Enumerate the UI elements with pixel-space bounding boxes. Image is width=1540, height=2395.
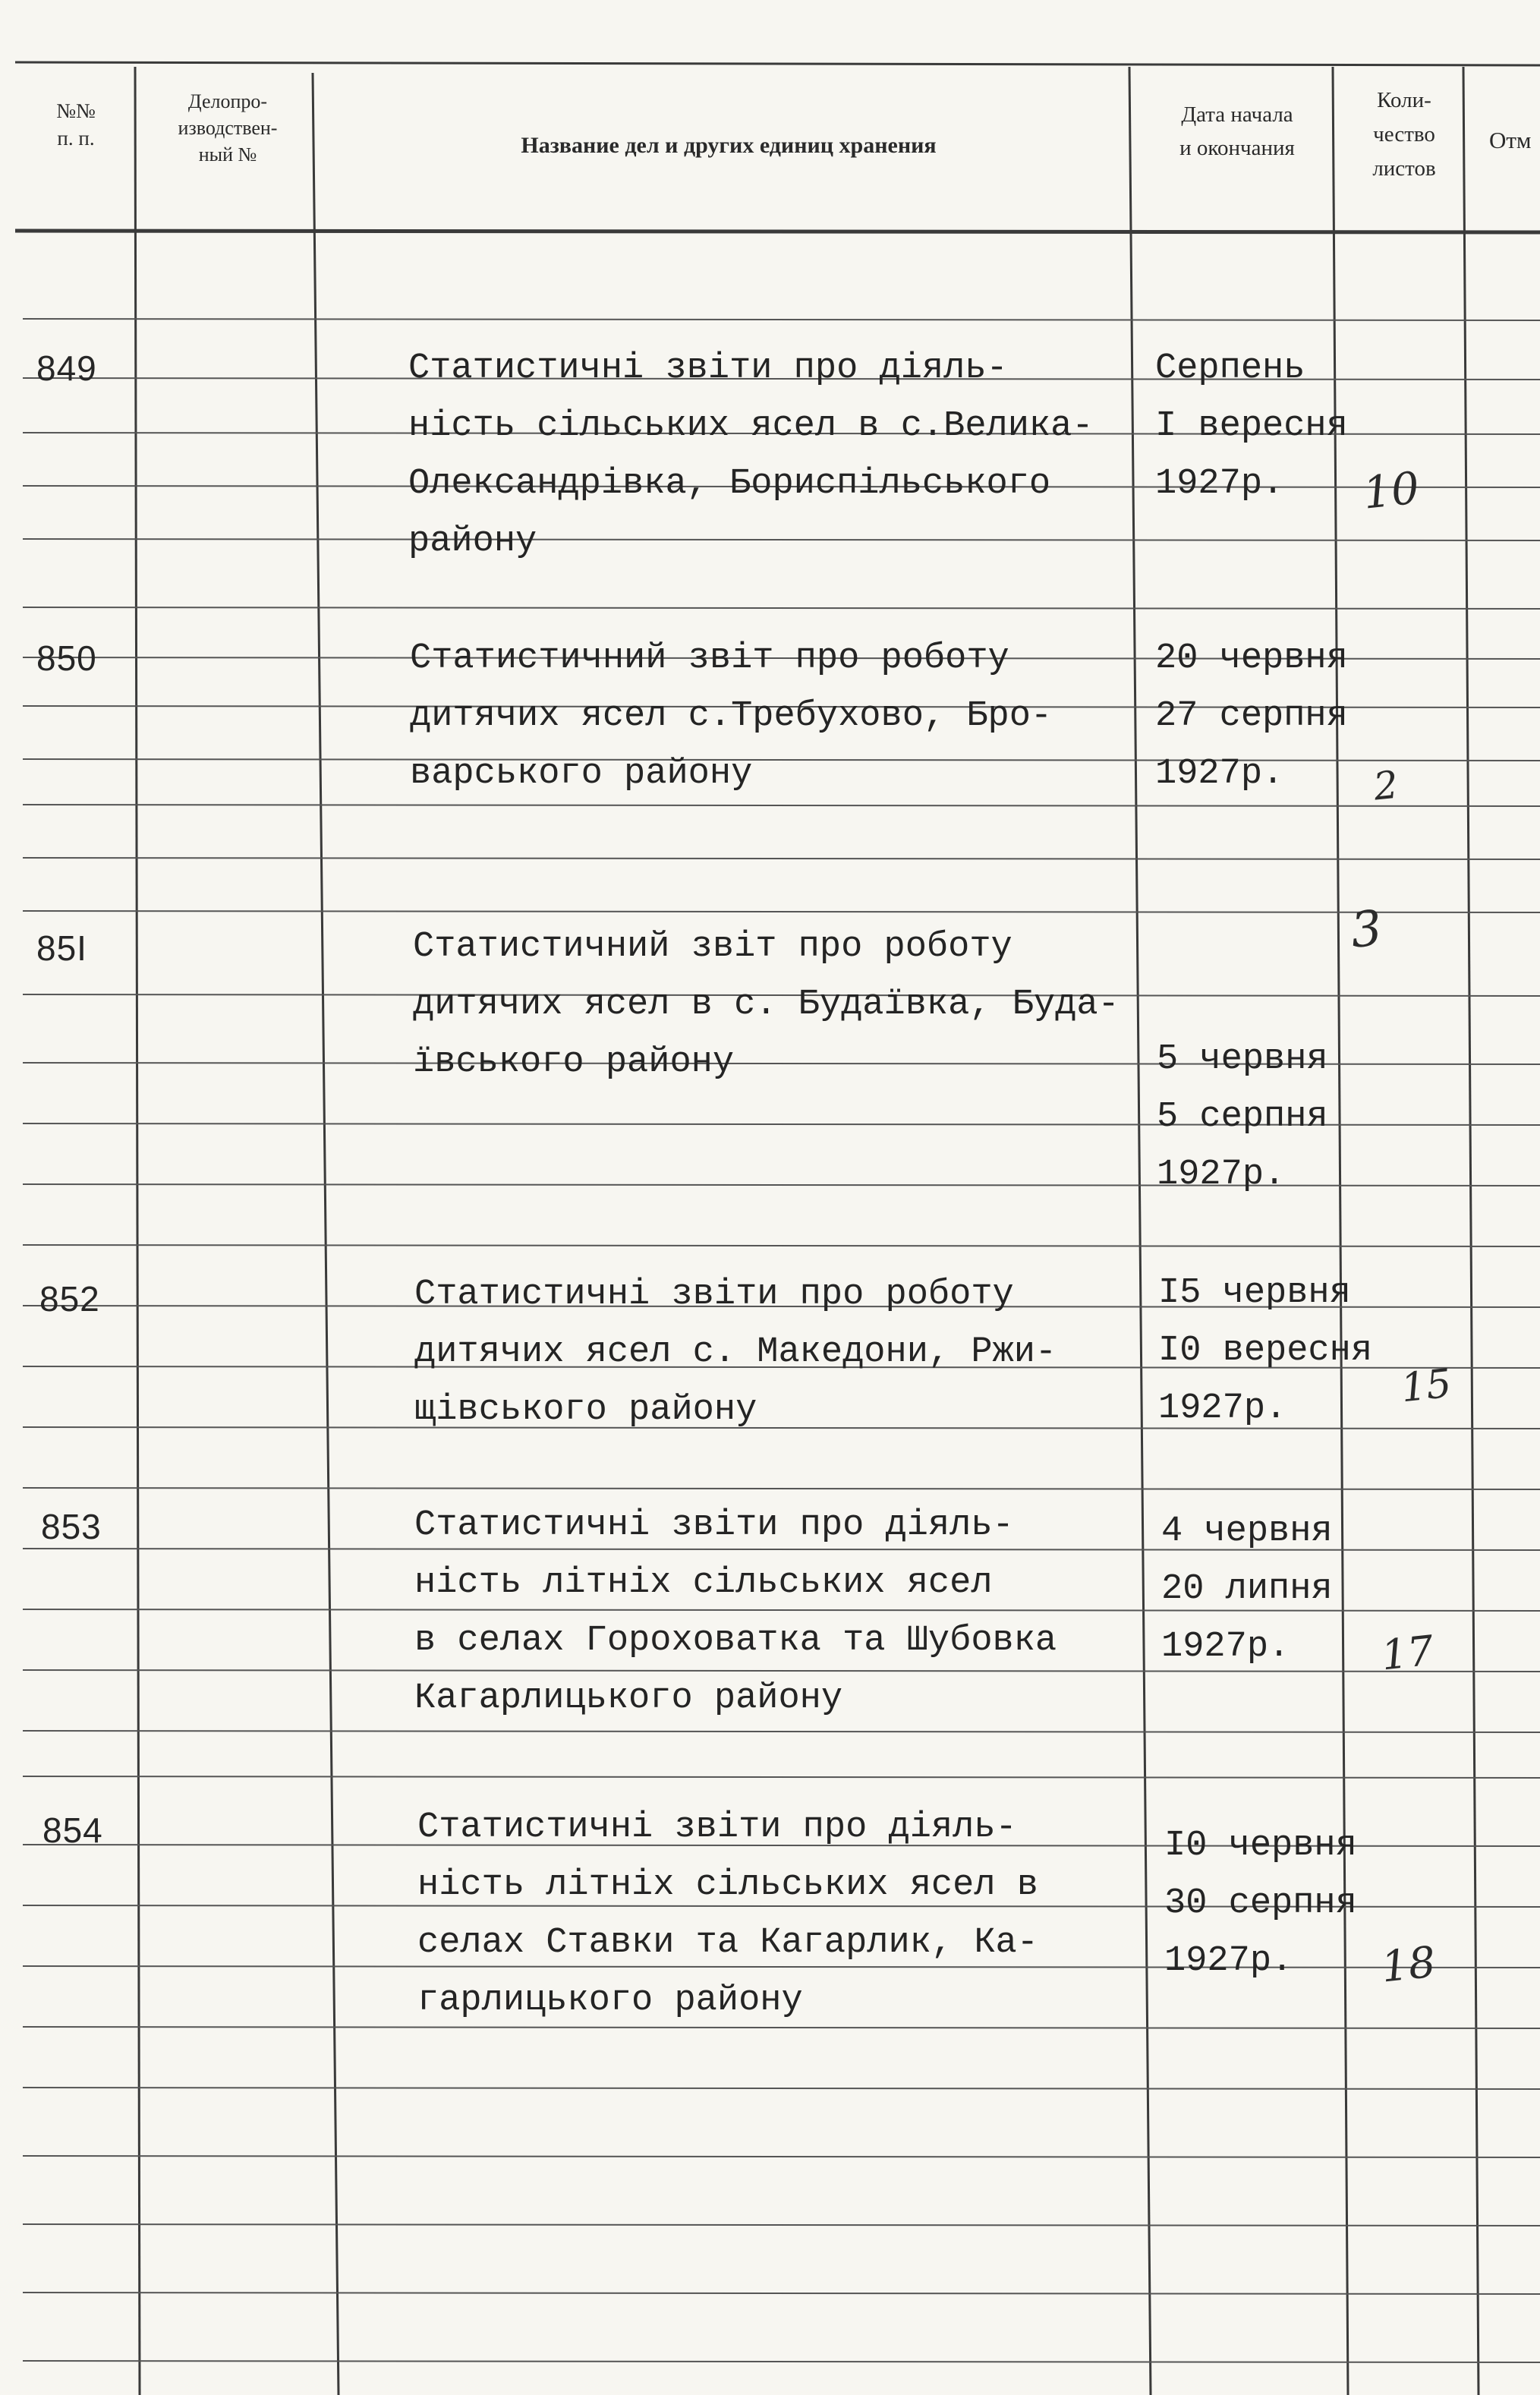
entry-number: 852 [39, 1279, 100, 1319]
entry-date-line: 4 червня [1161, 1511, 1333, 1552]
entry-title-line: Статистичні звіти про роботу [414, 1275, 1014, 1315]
entry-dates [1164, 1817, 1357, 1990]
entry-title [414, 1266, 1057, 1439]
entry-date-line: I0 вересня [1158, 1331, 1373, 1371]
header-top-rule [15, 62, 1540, 65]
header-office-number [144, 88, 311, 168]
entry-sheets: 2 [1372, 762, 1400, 809]
entry-date-line: 1927р. [1161, 1627, 1290, 1667]
header-sheets-line-1: Коли- [1377, 88, 1431, 112]
entry-title-line: Статистичний звіт про роботу [410, 638, 1009, 679]
entry-title-line: в селах Гороховатка та Шубовка [414, 1621, 1057, 1661]
entry-date-line: 1927р. [1158, 1388, 1287, 1429]
col-sep-2 [313, 73, 339, 2395]
header-sheets [1343, 84, 1465, 186]
entry-title-line: дитячих ясел с.Требухово, Бро- [410, 696, 1053, 736]
header-office-line-2: изводствен- [178, 117, 278, 140]
entry-date-line: 1927р. [1157, 1155, 1286, 1195]
entry-title-line: Статистичні звіти про діяль- [414, 1505, 1014, 1546]
entry-title-line: ївського району [413, 1042, 735, 1082]
entry-date-line: 20 червня [1155, 638, 1348, 679]
header-sheets-line-3: листов [1372, 156, 1436, 181]
entry-date-line: 27 серпня [1155, 696, 1348, 736]
entry-title-line: Статистичний звіт про роботу [413, 927, 1012, 967]
entry-title-line: Олександрівка, Бориспільського [408, 464, 1051, 504]
col-sep-5 [1463, 67, 1479, 2395]
header-title [334, 131, 1123, 162]
entry-title [414, 1497, 1057, 1728]
entry-sheets: 10 [1360, 462, 1422, 519]
entry-title-line: Статистичні звіти про діяль- [408, 348, 1008, 389]
entry-title-line: дитячих ясел с. Македони, Ржи- [414, 1332, 1057, 1372]
entry-title-line: району [408, 522, 537, 562]
entry-title-line: ність літніх сільських ясел в [417, 1865, 1038, 1905]
header-bottom-rule [15, 231, 1540, 232]
entry-title-line: селах Ставки та Кагарлик, Ка- [417, 1923, 1038, 1963]
entry-sheets: 17 [1378, 1626, 1436, 1680]
entry-title-line: гарлицького району [417, 1981, 803, 2021]
entry-sheets: 18 [1378, 1937, 1438, 1993]
entry-number: 849 [36, 348, 97, 388]
header-office-line-3: ный № [198, 143, 257, 166]
entry-number: 853 [41, 1507, 102, 1546]
entry-date-line: Серпень [1155, 348, 1305, 389]
entry-number: 854 [43, 1810, 103, 1850]
entry-title [417, 1799, 1038, 2030]
header-dates-line-1: Дата начала [1181, 102, 1293, 127]
entry-title-line: ність сільських ясел в с.Велика- [408, 406, 1094, 446]
header-number-line-2: п. п. [57, 127, 95, 150]
entry-title [410, 630, 1052, 803]
entry-dates [1157, 1031, 1328, 1204]
entry-sheets: 3 [1348, 900, 1385, 960]
entry-title [408, 340, 1094, 571]
entry-date-line: 5 серпня [1157, 1097, 1328, 1137]
entry-title-line: дитячих ясел в с. Будаївка, Буда- [413, 985, 1120, 1025]
entry-title [413, 919, 1120, 1092]
header-dates-line-2: и окончания [1179, 135, 1295, 160]
entry-title-line: варського району [410, 754, 753, 794]
entry-number: 850 [36, 638, 97, 678]
entry-date-line: 1927р. [1155, 464, 1284, 504]
entry-title-line: щівського району [414, 1390, 757, 1430]
entry-date-line: 30 серпня [1164, 1883, 1357, 1924]
entry-date-line: I вересня [1155, 406, 1348, 446]
header-number-line-1: №№ [56, 99, 96, 122]
entry-title-line: Кагарлицького району [414, 1678, 843, 1719]
entry-date-line: I5 червня [1158, 1273, 1351, 1313]
entry-title-line: ність літніх сільських ясел [414, 1563, 993, 1603]
header-title-text: Название дел и других единиц хранения [521, 133, 937, 158]
entry-title-line: Статистичні звіти про діяль- [417, 1807, 1017, 1848]
header-notes-text: Отм [1489, 127, 1532, 153]
entry-dates [1161, 1503, 1333, 1676]
header-sheets-line-2: чество [1373, 121, 1435, 147]
header-dates [1146, 99, 1328, 165]
col-sep-1 [135, 67, 140, 2395]
col-sep-3 [1129, 67, 1151, 2395]
entry-dates [1158, 1265, 1372, 1438]
entry-date-line: 20 липня [1161, 1569, 1333, 1609]
header-notes [1489, 124, 1540, 156]
entry-date-line: 1927р. [1155, 754, 1284, 794]
entry-number: 85I [36, 928, 87, 968]
header-office-line-1: Делопро- [187, 90, 268, 112]
entry-dates [1155, 630, 1348, 803]
header-number [30, 97, 121, 153]
entry-date-line: 5 червня [1157, 1039, 1328, 1079]
entry-date-line: I0 червня [1164, 1826, 1357, 1866]
entry-date-line: 1927р. [1164, 1941, 1293, 1981]
entry-sheets: 15 [1399, 1360, 1454, 1412]
entry-dates [1155, 340, 1348, 513]
